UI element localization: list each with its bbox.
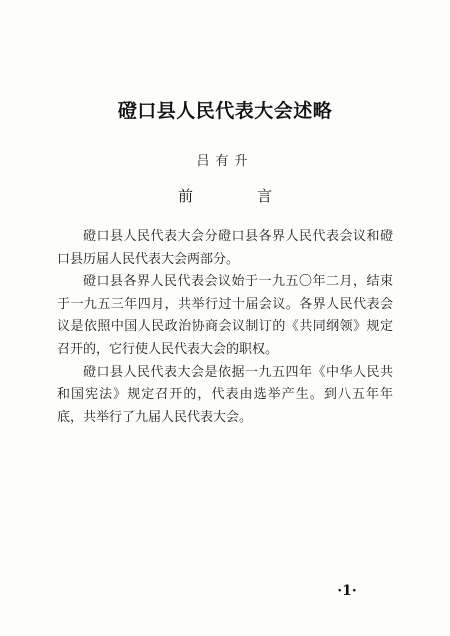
page-number: ·1·: [337, 583, 357, 599]
paragraph: 磴口县各界人民代表会议始于一九五〇年二月，结束于一九五三年四月，共举行过十届会议。各界人民代表会议是依照中国人民政治协商会议制订的《共同纲领》规定召开的，它行使人民代表大会的职权。: [57, 274, 393, 357]
paragraph: 磴口县人民代表大会分磴口县各界人民代表会议和磴口县历届人民代表大会两部分。: [57, 229, 393, 267]
document-title: 磴口县人民代表大会述略: [117, 100, 333, 122]
author-name: 吕有升: [196, 154, 254, 169]
body-text: [57, 226, 393, 429]
paragraph: 磴口县人民代表大会是依据一九五四年《中华人民共和国宪法》规定召开的，代表由选举产生。到八五年年底，共举行了九届人民代表大会。: [57, 364, 393, 425]
section-heading: 前言: [177, 187, 336, 205]
